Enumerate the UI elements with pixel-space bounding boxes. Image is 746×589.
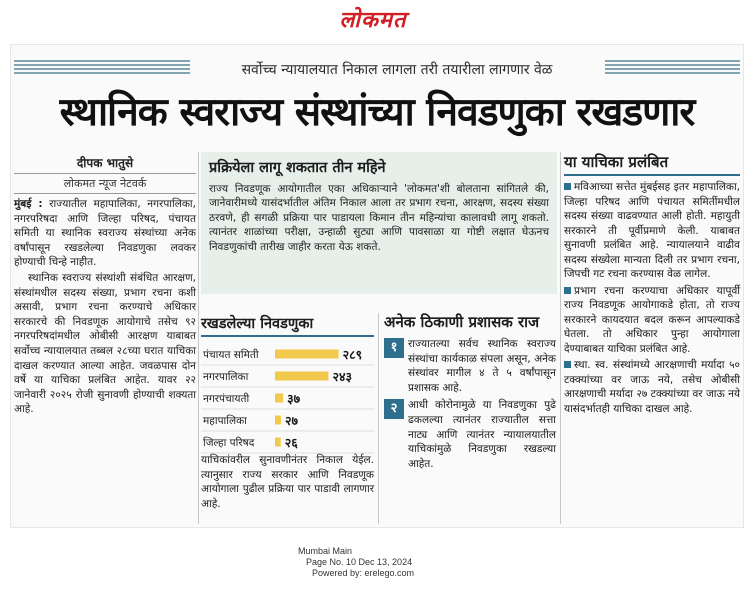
main-story-column [14, 152, 196, 418]
admin-point [384, 337, 556, 395]
chart-value-label: ३७ [287, 391, 301, 406]
story-body [14, 197, 196, 417]
page-footer [296, 546, 496, 579]
pending-item: स्था. स्व. संस्थांमध्ये आरक्षणाची मर्यादा ५० टक्क्यांच्या वर जाऊ नये, तसेच ओबीसी आरक्षणाची मर्यादा २७ टक्क्यांच्या वर जाऊ नये यासंदर्भातही याचिका दाखल आहे. [564, 359, 740, 415]
chart-category-label: नगरपालिका [203, 371, 249, 383]
chart-bar [275, 372, 328, 381]
chart-bar [275, 416, 281, 425]
square-bullet-icon [564, 183, 571, 190]
point-number-badge: २ [384, 399, 404, 419]
story-paragraph-1: राज्यातील महापालिका, नगरपालिका, नगरपरिषदा आणि जिल्हा परिषद, पंचायत समिती या स्थानिक स्वराज्य संस्थांच्या अनेक वर्षांपासून रखडलेल्या निवडणुका लवकर होण्याची चिन्हे नाहीत. [14, 198, 196, 269]
after-chart-text: याचिकांवरील सुनावणीनंतर निकाल येईल. त्यानुसार राज्य सरकार आणि निवडणूक आयोगाला पुढील प्रक्रिया पार पाडावी लागणार आहे. [201, 454, 374, 510]
dateline: मुंबई : [14, 198, 43, 210]
chart-category-label: जिल्हा परिषद [203, 437, 255, 449]
admin-point [384, 398, 556, 471]
kicker-stripes-right [605, 60, 740, 74]
pending-item: मविआच्या सत्तेत मुंबईसह इतर महापालिका, जिल्हा परिषद आणि पंचायत समितींमधील सदस्य संख्या वाढवण्यात आली होती. महायुती सरकारने ती पूर्वीप्रमाणे केली. याबाबत सुनावणी प्रलंबित आहे. न्यायालयाने वाढीव सदस्य संख्येला मान्यता दिली तर प्रभाग रचना, जिपची गट रचना करण्यास वेळ लागेल. [564, 181, 740, 280]
chart-category-label: नगरपंचायती [203, 393, 250, 405]
point-text: राज्यातल्या सर्वच स्थानिक स्वराज्य संस्थांचा कार्यकाळ संपला असून, अनेक संस्थांवर मागील ४ ते ५ वर्षांपासून प्रशासक आहे. [408, 338, 556, 394]
process-box-title: प्रक्रियेला लागू शकतात तीन महिने [209, 160, 386, 176]
byline-agency: लोकमत न्यूज नेटवर्क [14, 173, 196, 194]
footer-powered[interactable]: Powered by: erelego.com [312, 568, 415, 578]
chart-category-label: महापालिका [203, 415, 247, 427]
process-box [201, 152, 557, 294]
chart-category-label: पंचायत समिती [203, 349, 259, 361]
pending-item: प्रभाग रचना करण्याचा अधिकार यापूर्वी राज्य निवडणूक आयोगाकडे होता, तो राज्य सरकारने कायदयात बदल करून आपल्याकडे घेतला. तो अधिकार पुन्हा आयोगाला देण्याबाबत याचिका प्रलंबित आहे. [564, 284, 740, 355]
column-divider [378, 313, 379, 524]
chart-value-label: २४३ [332, 369, 352, 384]
administrator-title: अनेक ठिकाणी प्रशासक राज [384, 313, 540, 331]
chart-plot [201, 339, 374, 457]
lokmat-logo[interactable]: लोकमत [339, 8, 407, 33]
byline-author: दीपक भातुसे [76, 156, 134, 170]
administrator-box [384, 313, 556, 474]
chart-bar [275, 438, 281, 447]
kicker-stripes-left [14, 60, 190, 74]
chart-bar [275, 350, 339, 359]
column-divider [198, 152, 199, 524]
process-box-text: राज्य निवडणूक आयोगातील एका अधिकाऱ्याने 'लोकमत'शी बोलताना सांगितले की, जानेवारीमध्ये यासंदर्भातील अंतिम निकाल आला तर प्रभाग रचना, आरक्षण, सदस्य संख्या ठरवणे, ही सगळी प्रक्रिया पार पाडायला किमान तीन महिन्यांचा कालावधी लागू शकतो. त्यानंतर शाळांच्या परीक्षा, उन्हाळी सुट्या आणि पावसाळा या गोष्टी लक्षात घेऊनच निवडणुकांची तारीख जाहीर करता येऊ शकते. [209, 183, 549, 253]
square-bullet-icon [564, 361, 571, 368]
pending-title: या याचिका प्रलंबित [564, 152, 740, 176]
square-bullet-icon [564, 287, 571, 294]
point-text: आधी कोरोनामुळे या निवडणुका पुढे ढकलल्या त्यानंतर राज्यातील सत्ता नाट्य आणि त्यानंतर न्यायालयातील याचिकांमुळे निवडणुका रखडल्या आहेत. [408, 399, 556, 470]
footer-page: Page No. 10 Dec 13, 2024 [306, 557, 413, 567]
stalled-elections-chart [201, 313, 374, 457]
point-number-badge: १ [384, 338, 404, 358]
chart-value-label: २७ [284, 413, 298, 428]
chart-value-label: २८९ [342, 347, 363, 362]
story-paragraph-2: स्थानिक स्वराज्य संस्थांशी संबंधित आरक्षण, संस्थांमधील सदस्य संख्या, प्रभाग रचना कशी असावी, प्रभाग रचना करण्याचे अधिकार सरकारचे की निवडणूक आयोगाचे तसेच ९२ नगरपरिषदांमधील ओबीसी आरक्षण याबाबत सर्वोच्च न्यायालयात तब्बल २८च्या घरात याचिका दाखल करण्यात आल्या आहेत. जवळपास दोन वर्षे या याचिका प्रलंबित आहेत. यावर २२ जानेवारी २०२५ रोजी सुनावणी होण्याची शक्यता आहे. [14, 271, 196, 416]
pending-petitions-column [564, 152, 740, 418]
headline: स्थानिक स्वराज्य संस्थांच्या निवडणुका रखडणार [59, 90, 695, 135]
kicker: सर्वोच्च न्यायालयात निकाल लागला तरी तयारीला लागणार वेळ [241, 62, 553, 78]
chart-value-label: २६ [284, 435, 298, 450]
chart-bar [275, 394, 283, 403]
footer-edition: Mumbai Main [298, 546, 353, 556]
masthead [0, 4, 746, 40]
chart-title: रखडलेल्या निवडणुका [201, 313, 374, 337]
column-divider [560, 152, 561, 524]
